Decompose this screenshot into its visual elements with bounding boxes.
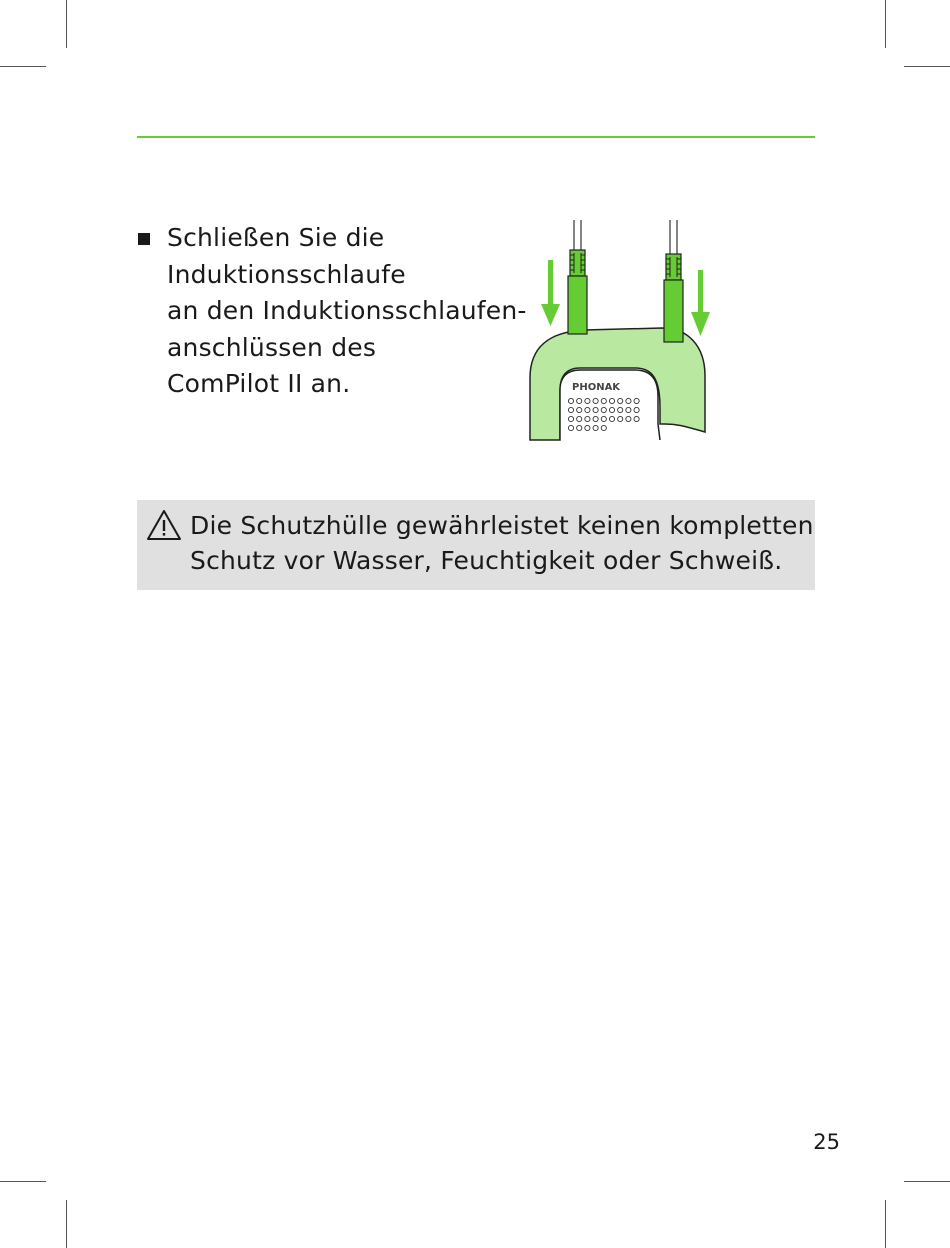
device-illustration — [520, 218, 720, 448]
arrow-down-icon — [691, 270, 710, 336]
crop-mark — [0, 66, 46, 67]
instruction-line: Induktionsschlaufe — [167, 259, 406, 289]
crop-mark — [66, 1200, 67, 1248]
crop-mark — [904, 1181, 950, 1182]
connector-left — [568, 250, 587, 334]
crop-mark — [885, 0, 886, 48]
warning-line: Die Schutzhülle gewährleistet keinen kompletten — [190, 511, 814, 540]
instruction-step — [138, 220, 527, 403]
warning-triangle-icon — [146, 509, 182, 541]
warning-line: Schutz vor Wasser, Feuchtigkeit oder Schweiß. — [190, 546, 783, 575]
crop-mark — [0, 1181, 46, 1182]
crop-mark — [885, 1200, 886, 1248]
compilot-device — [560, 370, 660, 440]
loop-wire-right — [670, 220, 677, 254]
instruction-line: ComPilot II an. — [167, 369, 351, 398]
crop-mark — [904, 66, 950, 67]
connector-right — [664, 254, 683, 342]
warning-notice — [137, 500, 815, 590]
instruction-line: an den Induktionsschlaufen- — [167, 296, 527, 325]
crop-mark — [66, 0, 67, 48]
instruction-line: Schließen Sie die — [167, 223, 385, 252]
arrow-down-icon — [541, 260, 560, 326]
header-rule — [137, 136, 815, 138]
page-number: 25 — [813, 1130, 840, 1154]
brand-label: PHONAK — [572, 382, 621, 393]
loop-wire-left — [574, 220, 581, 250]
instruction-text — [167, 220, 527, 403]
square-bullet-icon — [138, 233, 150, 245]
warning-text — [190, 508, 814, 578]
instruction-line: anschlüssen des — [167, 332, 377, 362]
